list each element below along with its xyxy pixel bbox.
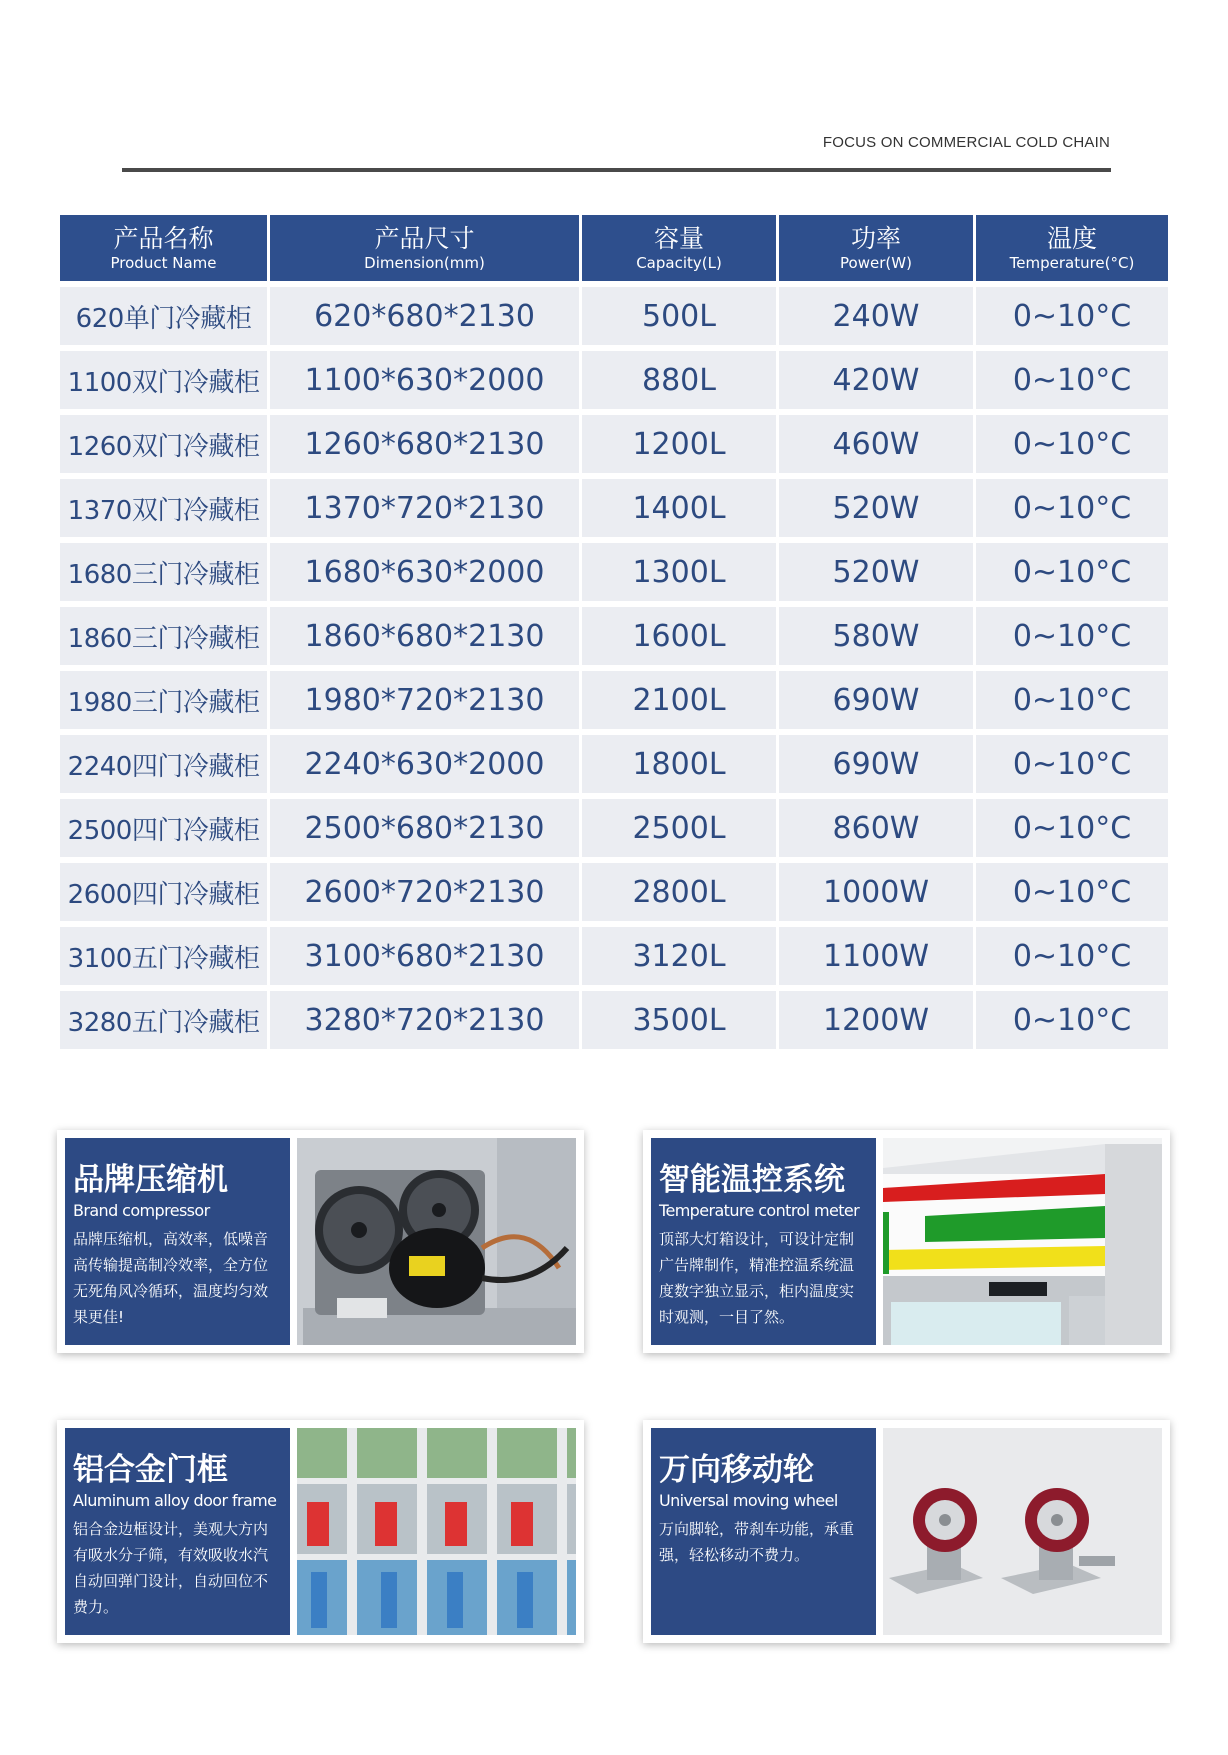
col-header-capacity: 容量 Capacity(L) [582, 215, 776, 281]
cell-dimension: 1860*680*2130 [270, 607, 579, 665]
table-row [60, 415, 1168, 473]
lightbox-photo [883, 1138, 1162, 1345]
cell-power: 1200W [779, 991, 973, 1049]
cell-capacity: 1400L [582, 479, 776, 537]
cell-temperature: 0~10°C [976, 735, 1168, 793]
feature-card-compressor [57, 1130, 584, 1353]
feature-description: 顶部大灯箱设计，可设计定制广告牌制作，精准控温系统温度数字独立显示，柜内温度实时观测，一目了然。 [659, 1230, 855, 1326]
cell-temperature: 0~10°C [976, 671, 1168, 729]
cell-product-name: 1260双门冷藏柜 [60, 415, 267, 473]
feature-card-wheels [643, 1420, 1170, 1643]
table-row [60, 799, 1168, 857]
cell-dimension: 3280*720*2130 [270, 991, 579, 1049]
cell-product-name: 1980三门冷藏柜 [60, 671, 267, 729]
feature-subtitle: Aluminum alloy door frame [73, 1491, 277, 1510]
cell-temperature: 0~10°C [976, 479, 1168, 537]
cell-product-name: 3280五门冷藏柜 [60, 991, 267, 1049]
feature-description: 品牌压缩机，高效率，低噪音高传输提高制冷效率，全方位无死角风冷循环，温度均匀效果更佳! [73, 1230, 269, 1326]
cell-capacity: 2100L [582, 671, 776, 729]
cell-capacity: 1300L [582, 543, 776, 601]
feature-panel [651, 1138, 876, 1345]
col-header-temperature: 温度 Temperature(°C) [976, 215, 1168, 281]
cell-power: 1100W [779, 927, 973, 985]
cell-power: 1000W [779, 863, 973, 921]
table-row [60, 543, 1168, 601]
spec-table [57, 209, 1171, 1055]
feature-description: 万向脚轮，带刹车功能，承重强，轻松移动不费力。 [659, 1520, 855, 1564]
cell-capacity: 2500L [582, 799, 776, 857]
feature-subtitle: Brand compressor [73, 1201, 210, 1220]
cell-product-name: 2600四门冷藏柜 [60, 863, 267, 921]
cell-power: 690W [779, 671, 973, 729]
cell-capacity: 1200L [582, 415, 776, 473]
cell-dimension: 1370*720*2130 [270, 479, 579, 537]
door-frame-photo [297, 1428, 576, 1635]
feature-subtitle: Universal moving wheel [659, 1491, 838, 1510]
feature-panel [65, 1138, 290, 1345]
table-header-row [60, 215, 1168, 281]
table-row [60, 287, 1168, 345]
cell-power: 520W [779, 543, 973, 601]
cell-dimension: 1680*630*2000 [270, 543, 579, 601]
cell-temperature: 0~10°C [976, 543, 1168, 601]
table-row [60, 735, 1168, 793]
feature-title: 智能温控系统 [659, 1162, 845, 1198]
feature-title: 万向移动轮 [659, 1452, 814, 1488]
feature-card-door-frame [57, 1420, 584, 1643]
cell-capacity: 2800L [582, 863, 776, 921]
cell-temperature: 0~10°C [976, 415, 1168, 473]
cell-power: 580W [779, 607, 973, 665]
feature-panel [651, 1428, 876, 1635]
cell-capacity: 1600L [582, 607, 776, 665]
caster-wheel-photo [883, 1428, 1162, 1635]
cell-power: 460W [779, 415, 973, 473]
cell-product-name: 2500四门冷藏柜 [60, 799, 267, 857]
cell-temperature: 0~10°C [976, 863, 1168, 921]
cell-product-name: 1860三门冷藏柜 [60, 607, 267, 665]
cell-dimension: 1100*630*2000 [270, 351, 579, 409]
cell-temperature: 0~10°C [976, 991, 1168, 1049]
cell-capacity: 880L [582, 351, 776, 409]
table-row [60, 351, 1168, 409]
header-rule [122, 168, 1111, 172]
cell-temperature: 0~10°C [976, 287, 1168, 345]
table-row [60, 927, 1168, 985]
cell-product-name: 3100五门冷藏柜 [60, 927, 267, 985]
cell-power: 520W [779, 479, 973, 537]
cell-temperature: 0~10°C [976, 351, 1168, 409]
feature-subtitle: Temperature control meter [659, 1201, 860, 1220]
cell-power: 690W [779, 735, 973, 793]
cell-power: 240W [779, 287, 973, 345]
cell-product-name: 1370双门冷藏柜 [60, 479, 267, 537]
cell-dimension: 3100*680*2130 [270, 927, 579, 985]
header-tagline: FOCUS ON COMMERCIAL COLD CHAIN [822, 134, 1110, 151]
table-row [60, 671, 1168, 729]
feature-title: 铝合金门框 [73, 1452, 228, 1488]
feature-panel [65, 1428, 290, 1635]
cell-product-name: 2240四门冷藏柜 [60, 735, 267, 793]
col-header-dimension: 产品尺寸 Dimension(mm) [270, 215, 579, 281]
cell-capacity: 500L [582, 287, 776, 345]
cell-product-name: 620单门冷藏柜 [60, 287, 267, 345]
cell-product-name: 1100双门冷藏柜 [60, 351, 267, 409]
feature-title: 品牌压缩机 [73, 1162, 228, 1198]
table-row [60, 607, 1168, 665]
cell-dimension: 1980*720*2130 [270, 671, 579, 729]
cell-dimension: 2240*630*2000 [270, 735, 579, 793]
cell-product-name: 1680三门冷藏柜 [60, 543, 267, 601]
cell-dimension: 2500*680*2130 [270, 799, 579, 857]
col-header-power: 功率 Power(W) [779, 215, 973, 281]
cell-power: 860W [779, 799, 973, 857]
table-row [60, 991, 1168, 1049]
cell-dimension: 1260*680*2130 [270, 415, 579, 473]
feature-description: 铝合金边框设计，美观大方内有吸水分子筛，有效吸收水汽自动回弹门设计，自动回位不费力。 [73, 1520, 269, 1616]
cell-temperature: 0~10°C [976, 927, 1168, 985]
feature-card-temperature [643, 1130, 1170, 1353]
col-header-product-name: 产品名称 Product Name [60, 215, 267, 281]
cell-capacity: 3500L [582, 991, 776, 1049]
cell-power: 420W [779, 351, 973, 409]
cell-capacity: 3120L [582, 927, 776, 985]
cell-capacity: 1800L [582, 735, 776, 793]
cell-temperature: 0~10°C [976, 607, 1168, 665]
table-row [60, 479, 1168, 537]
cell-dimension: 2600*720*2130 [270, 863, 579, 921]
cell-temperature: 0~10°C [976, 799, 1168, 857]
cell-dimension: 620*680*2130 [270, 287, 579, 345]
table-row [60, 863, 1168, 921]
compressor-photo [297, 1138, 576, 1345]
